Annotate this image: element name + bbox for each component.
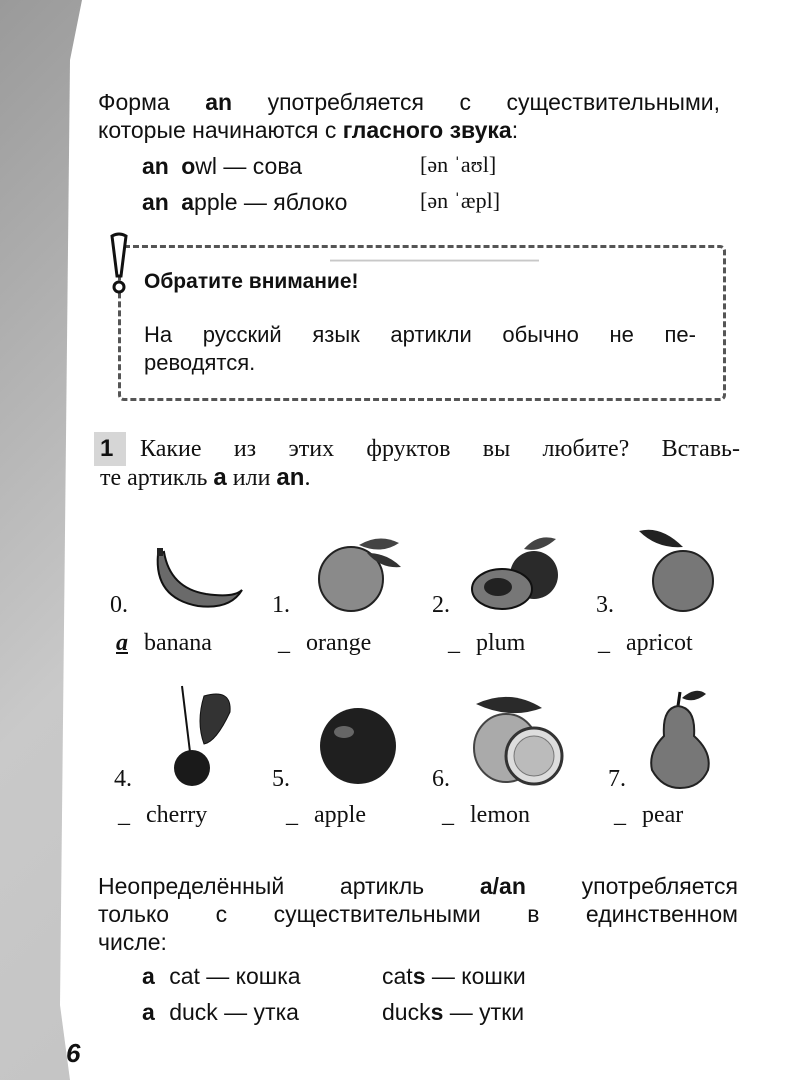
answer-item-orange — [278, 630, 371, 657]
instruction-article-a: a — [213, 464, 227, 491]
example-ducks — [382, 998, 524, 1026]
example-article: an — [142, 153, 169, 179]
fruit-word: apricot — [626, 630, 693, 656]
example-first-letter: a — [181, 189, 195, 215]
example-article: a — [142, 999, 155, 1025]
exercise-instruction-line-2 — [100, 464, 310, 492]
exclamation-icon — [104, 232, 134, 296]
rule2-line-2: только с существительными в единственном — [98, 901, 738, 927]
apricot-image — [635, 525, 721, 615]
example-word: pple — яблоко — [194, 189, 348, 215]
answer-item-apricot — [598, 630, 693, 657]
exercise-number: 1 — [100, 435, 114, 462]
answer-item-banana — [116, 630, 212, 657]
fruit-word: banana — [144, 630, 212, 656]
answer-blank[interactable]: _ — [442, 802, 454, 828]
answer-blank[interactable]: _ — [614, 802, 626, 828]
instruction-period: . — [304, 465, 311, 491]
item-number: 3. — [596, 592, 614, 618]
example-cats — [382, 962, 526, 990]
rule2-line-3: числе: — [98, 929, 167, 955]
intro-line-1 — [98, 88, 720, 116]
answer-blank[interactable]: _ — [118, 802, 130, 828]
intro-text: Форма — [98, 89, 170, 115]
intro-keyword-vowel: гласного звука — [342, 117, 512, 143]
example-cat — [142, 962, 301, 990]
pear-image — [644, 682, 716, 790]
item-number: 5. — [272, 766, 290, 792]
answer-item-plum — [448, 630, 525, 657]
fruit-word: plum — [476, 630, 526, 656]
example-plural-ending: s — [430, 999, 444, 1025]
item-number: 4. — [114, 766, 132, 792]
answer-blank[interactable]: _ — [598, 630, 610, 656]
fruit-word: cherry — [146, 802, 208, 828]
intro-colon: : — [511, 117, 519, 143]
example-an-apple-ipa: [ən ˈæpl] — [420, 188, 501, 213]
rule2-line-1 — [98, 872, 738, 900]
example-article: an — [142, 189, 169, 215]
plum-image — [468, 533, 564, 613]
note-line-1: На русский язык артикли обычно не пе- — [144, 322, 696, 347]
fruit-word: apple — [314, 802, 366, 828]
page-number: 6 — [66, 1038, 81, 1068]
item-number: 1. — [272, 592, 290, 618]
item-number: 6. — [432, 766, 450, 792]
item-number: 2. — [432, 592, 450, 618]
exercise-instruction-line-1: Какие из этих фруктов вы любите? Вставь- — [140, 436, 740, 462]
example-plural-ending: s — [412, 963, 426, 989]
example-singular: duck — утка — [169, 999, 299, 1025]
example-article: a — [142, 963, 155, 989]
cherry-image — [160, 682, 240, 790]
orange-image — [315, 533, 405, 613]
example-plural-translation: — утки — [443, 999, 525, 1025]
answer-item-pear — [614, 802, 683, 829]
rule2-keyword: a/an — [479, 873, 526, 899]
answer-item-apple — [286, 802, 366, 829]
intro-keyword-an: an — [205, 89, 233, 115]
instruction-article-an: an — [276, 464, 305, 491]
intro-text: употребляется с существительными, — [267, 89, 721, 115]
apple-image — [318, 702, 400, 788]
answer-blank-filled: a — [116, 630, 128, 656]
item-number: 0. — [110, 592, 128, 618]
fruit-word: pear — [642, 802, 684, 828]
example-singular: cat — кошка — [169, 963, 301, 989]
answer-blank[interactable]: _ — [278, 630, 290, 656]
example-duck — [142, 998, 299, 1026]
note-line-2: реводятся. — [144, 350, 256, 375]
fruit-word: orange — [306, 630, 372, 656]
example-first-letter: o — [181, 153, 196, 179]
instruction-text: или — [232, 465, 271, 491]
bleed-through-text: ——————————— — [330, 250, 539, 271]
example-an-apple — [142, 188, 347, 216]
instruction-text: те артикль — [100, 465, 208, 491]
item-number: 7. — [608, 766, 626, 792]
fruit-word: lemon — [470, 802, 530, 828]
example-word: wl — сова — [195, 153, 303, 179]
intro-text: которые начинаются с — [98, 117, 337, 143]
note-title: Обратите внимание! — [144, 270, 359, 293]
example-an-owl-ipa: [ən ˈaʊl] — [420, 152, 497, 177]
rule2-text: Неопределённый артикль — [98, 873, 425, 899]
intro-line-2 — [98, 116, 720, 144]
answer-blank[interactable]: _ — [448, 630, 460, 656]
answer-item-lemon — [442, 802, 530, 829]
answer-item-cherry — [118, 802, 207, 829]
rule2-text: употребляется — [581, 873, 739, 899]
example-an-owl — [142, 152, 302, 180]
example-plural-stem: duck — [382, 999, 431, 1025]
example-plural-translation: — кошки — [425, 963, 526, 989]
lemon-image — [470, 690, 570, 788]
banana-image — [150, 548, 246, 614]
example-plural-stem: cat — [382, 963, 413, 989]
answer-blank[interactable]: _ — [286, 802, 298, 828]
